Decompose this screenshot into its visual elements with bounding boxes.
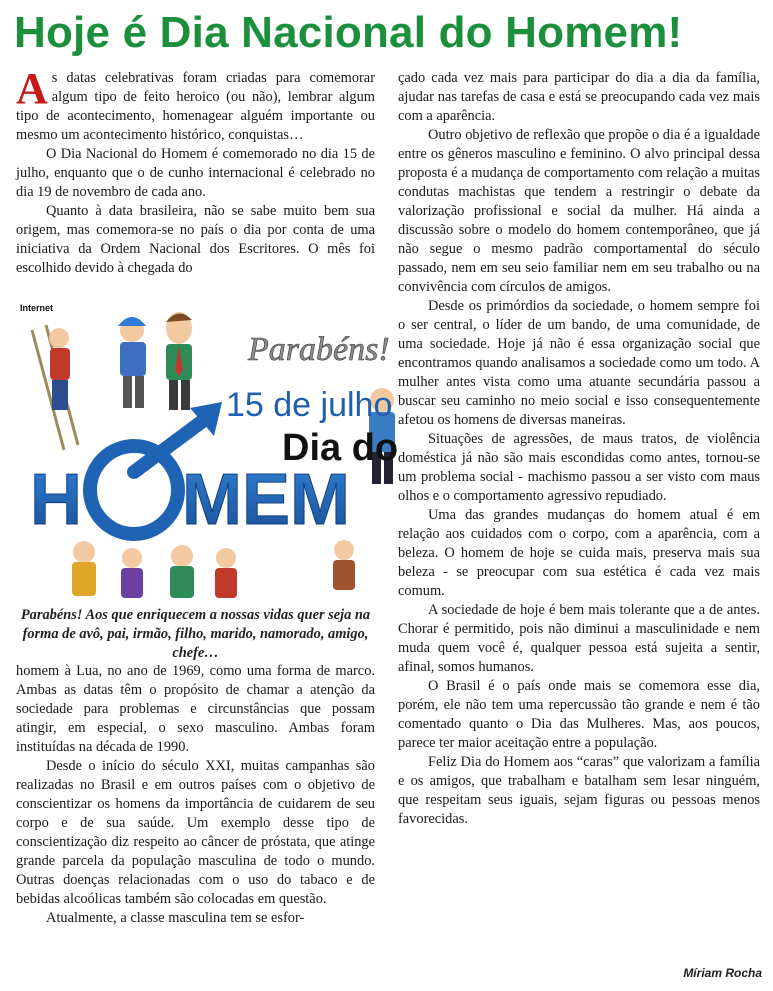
date-text: 15 de julho [226,386,393,424]
paragraph: Desde o início do século XXI, muitas campanhas são realizadas no Brasil e em outros países com o objetivo de conscientizar os homens da importância de cuidarem de seu corpo e de sua saúde. Um exemplo desse tipo de conscientização diz respeito ao câncer de próstata, que atinge grande parcela da população masculina de todo o mundo. Outras doenças relacionadas com o uso do tabaco e de bebidas alcoólicas também são colocadas em questão. [16,758,375,907]
drop-cap: A [16,64,48,113]
illustration [14,300,413,605]
paragraph: Feliz Dia do Homem aos “caras” que valorizam a família e os amigos, que trabalham e batalham sem lesar ninguém, que respeitam seus iguais, sejam figuras ou pessoas menos favorecidas. [398,754,760,827]
left-column-top [16,64,375,278]
paragraph: Atualmente, a classe masculina tem se esfor- [46,910,305,926]
paragraph-text: s datas celebrativas foram criadas para comemorar algum tipo de feito heroico (ou não), lembrar algum tipo de acontecimento, homenagear alguém importante ou mesmo um acontecimento histórico, conquistas… [16,70,375,143]
paragraph: Situações de agressões, de maus tratos, de violência doméstica já não são mais escondidas como antes, tornou-se um problema social - machismo passou a ser visto com maus olhos e o comportamento agressivo repudiado. [398,431,760,504]
big-word-start: H [30,460,82,540]
big-word-end: MEM [182,460,350,540]
paragraph: homem à Lua, no ano de 1969, como uma forma de marco. Ambas as datas têm o propósito de chamar a atenção da sociedade para problemas e circunstâncias que possam atingir, em especial, o sexo masculino. Ambas foram instituídas na década de 1990. [16,663,375,755]
builder-figure-icon [118,317,146,408]
paragraph: Uma das grandes mudanças do homem atual é em relação aos cuidados com o corpo, com a aparência, com a beleza. O homem de hoje se cuida mais, preserva mais sua beleza - se preocupar com sua estética é cada vez mais comum. [398,507,760,599]
worker-figure-icon [32,325,78,450]
paragraph: çado cada vez mais para participar do dia a dia da família, ajudar nas tarefas de casa e está se preocupando cada vez mais com a aparência. [398,70,760,124]
image-credit: Internet [20,303,54,313]
left-column-bottom [16,662,375,928]
right-column [398,69,760,829]
paragraph: O Dia Nacional do Homem é comemorado no dia 15 de julho, enquanto que o de cunho internacional é celebrado no dia 19 de novembro de cada ano. [16,146,375,200]
paragraph: A sociedade de hoje é bem mais tolerante que a de antes. Chorar é permitido, pois não diminui a masculinidade e nem muda quem você é, qualquer pessoa está sujeita a sentir, afinal, somos humanos. [398,602,760,675]
paragraph: Desde os primórdios da sociedade, o homem sempre foi o ser central, o líder de um bando, de uma comunidade, de uma sociedade. Hoje já não é essa organização social que encontramos quando analisamos a sociedade como um todo. A mulher antes vista como uma atuante secundária passou a buscar seu caminho no meio social e isso consequentemente afetou os homens de diversas maneiras. [398,298,760,428]
dia-do-text: Dia do [282,427,399,469]
greeting-text: Parabéns! [248,331,390,368]
paragraph: Outro objetivo de reflexão que propõe o dia é a igualdade entre os gêneros masculino e feminino. O alvo principal dessa proposta é a mudança de comportamento com relação a muitas condutas machistas que tendem a restringir o debate da valorização profissional e social da mulher. Há ainda a discussão sobre o modelo do homem contemporâneo, que já não segue o mesmo padrão comportamental do século passado, nem em seu seio familiar nem em seu trabalho ou na convivência com círculos de amigos. [398,127,760,295]
paragraph: O Brasil é o país onde mais se comemora esse dia, porém, ele não tem uma repercussão tão grande e nem é tão comentado quanto o Dia das Mulheres. Mas, aos poucos, parece ter maior aceitação entre a população. [398,678,760,751]
image-caption: Parabéns! Aos que enriquecem a nossas vidas quer seja na forma de avô, pai, irmão, filho, marido, namorado, amigo, chefe… [20,607,371,661]
businessman-figure-icon [166,312,192,410]
bottom-figures-icon [72,540,355,598]
author-byline: Míriam Rocha [683,966,762,980]
paragraph: Quanto à data brasileira, não se sabe muito bem sua origem, mas comemora-se no país o dia por conta de uma iniciativa da Ordem Nacional dos Escritores. O mês foi escolhido devido à chegada do [16,203,375,276]
paragraph-intro [16,64,375,145]
dia-do-homem-artwork [14,300,413,605]
headline: Hoje é Dia Nacional do Homem! [14,8,683,57]
